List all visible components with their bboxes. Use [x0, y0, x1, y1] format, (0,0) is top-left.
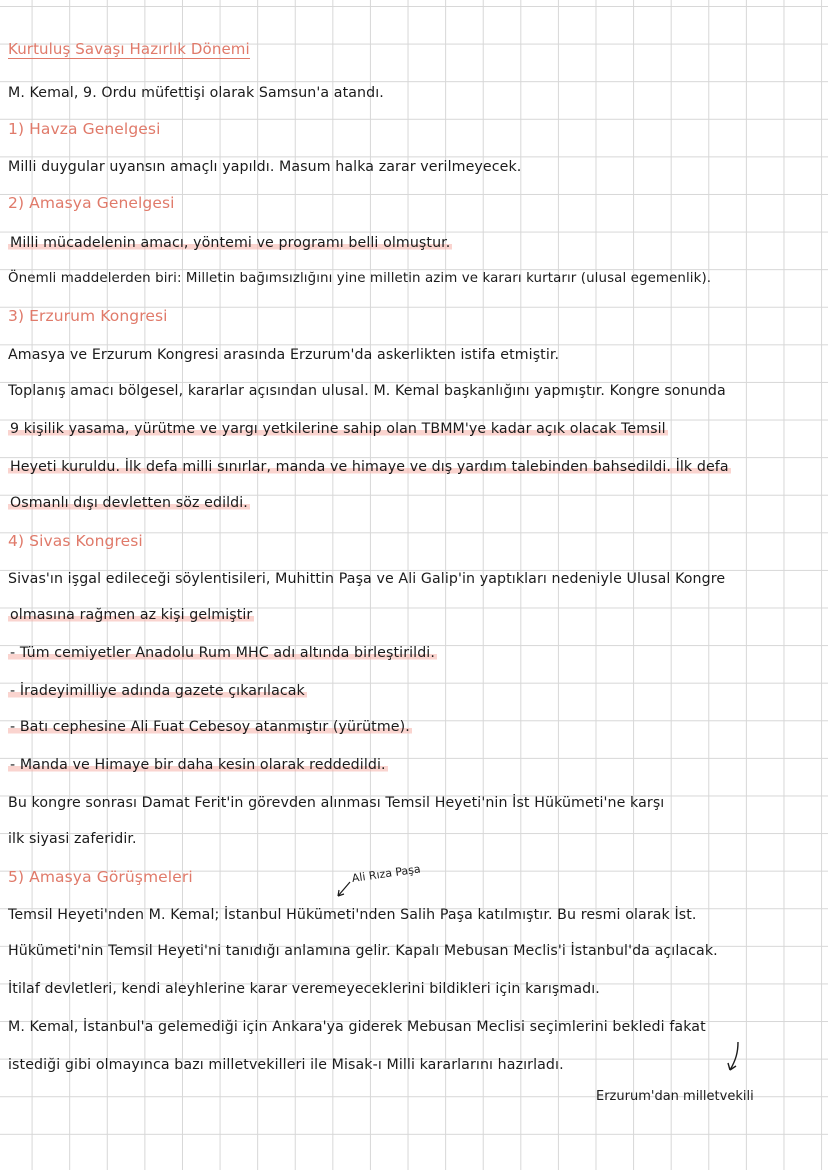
amasya-gorusmeleri-line-1: Temsil Heyeti'nden M. Kemal; İstanbul Hükümeti'nden Salih Paşa katılmıştır. Bu resmi olarak İst.: [8, 907, 697, 923]
erzurum-line-5: [8, 492, 822, 514]
erzurum-line-4-text: Heyeti kuruldu. İlk defa milli sınırlar, manda ve himaye ve dış yardım talebinden bahsedildi. İlk defa: [10, 459, 729, 475]
down-arrow-icon: [722, 1040, 746, 1074]
amasya-gorusmeleri-line-2: Hükümeti'nin Temsil Heyeti'ni tanıdığı anlamına gelir. Kapalı Mebusan Meclis'i İstanbul'da açılacak.: [8, 943, 718, 959]
section-heading-amasya-genelgesi: 2) Amasya Genelgesi: [8, 194, 175, 212]
amasya-genelgesi-line-1-text: Milli mücadelenin amacı, yöntemi ve programı belli olmuştur.: [10, 235, 451, 251]
erzurum-line-3: [8, 418, 822, 440]
erzurum-line-1: Amasya ve Erzurum Kongresi arasında Erzurum'da askerlikten istifa etmiştir.: [8, 347, 560, 363]
sivas-line-7: Bu kongre sonrası Damat Ferit'in görevden alınması Temsil Heyeti'nin İst Hükümeti'ne karşı: [8, 795, 665, 811]
sivas-line-4-text: - İradeyimilliye adında gazete çıkarılacak: [10, 683, 305, 699]
intro-line: M. Kemal, 9. Ordu müfettişi olarak Samsun'a atandı.: [8, 85, 384, 101]
havza-line-1: Milli duygular uyansın amaçlı yapıldı. Masum halka zarar verilmeyecek.: [8, 159, 522, 175]
section-heading-havza: 1) Havza Genelgesi: [8, 120, 161, 138]
amasya-gorusmeleri-line-4: M. Kemal, İstanbul'a gelemediği için Ankara'ya giderek Mebusan Meclisi seçimlerini bekledi fakat: [8, 1019, 706, 1035]
erzurum-line-2: Toplanış amacı bölgesel, kararlar açısından ulusal. M. Kemal başkanlığını yapmıştır. Kongre sonunda: [8, 383, 726, 399]
page-title-text: Kurtuluş Savaşı Hazırlık Dönemi: [8, 40, 250, 58]
section-heading-amasya-gorusmeleri: 5) Amasya Görüşmeleri: [8, 868, 193, 886]
amasya-genelgesi-line-2: Önemli maddelerden biri: Milletin bağımsızlığını yine milletin azim ve kararı kurtarır (ulusal egemenlik).: [8, 271, 712, 286]
erzurum-line-4: [8, 456, 822, 478]
sivas-line-3-text: - Tüm cemiyetler Anadolu Rum MHC adı altında birleştirildi.: [10, 645, 435, 661]
note-arrow-icon: [334, 880, 354, 900]
sivas-line-4: [8, 680, 822, 702]
sivas-line-6-text: - Manda ve Himaye bir daha kesin olarak reddedildi.: [10, 757, 386, 773]
section-heading-sivas: 4) Sivas Kongresi: [8, 532, 143, 550]
sivas-line-1: Sivas'ın işgal edileceği söylentisileri, Muhittin Paşa ve Ali Galip'in yaptıkları nedeniyle Ulusal Kongre: [8, 571, 726, 587]
amasya-genelgesi-line-1: [8, 232, 822, 254]
section-heading-erzurum: 3) Erzurum Kongresi: [8, 307, 168, 325]
sivas-line-8: ilk siyasi zaferidir.: [8, 831, 137, 847]
caption-erzurum-milletvekili: Erzurum'dan milletvekili: [596, 1089, 754, 1104]
sivas-line-2-text: olmasına rağmen az kişi gelmiştir: [10, 607, 253, 623]
erzurum-line-5-text: Osmanlı dışı devletten söz edildi.: [10, 495, 248, 511]
erzurum-line-3-text: 9 kişilik yasama, yürütme ve yargı yetkilerine sahip olan TBMM'ye kadar açık olacak Temsil: [10, 421, 666, 437]
amasya-gorusmeleri-line-5: istediği gibi olmayınca bazı milletvekilleri ile Misak-ı Milli kararlarını hazırladı.: [8, 1057, 564, 1073]
sivas-line-5: [8, 716, 822, 738]
margin-note-ali-riza-pasa: Ali Rıza Paşa: [351, 862, 422, 885]
sivas-line-5-text: - Batı cephesine Ali Fuat Cebesoy atanmıştır (yürütme).: [10, 719, 410, 735]
sivas-line-3: [8, 642, 822, 664]
sivas-line-6: [8, 754, 822, 776]
sivas-line-2: [8, 604, 822, 626]
amasya-gorusmeleri-line-3: İtilaf devletleri, kendi aleyhlerine karar veremeyeceklerini bildikleri için karışmadı.: [8, 981, 600, 997]
page-title: [8, 38, 822, 60]
